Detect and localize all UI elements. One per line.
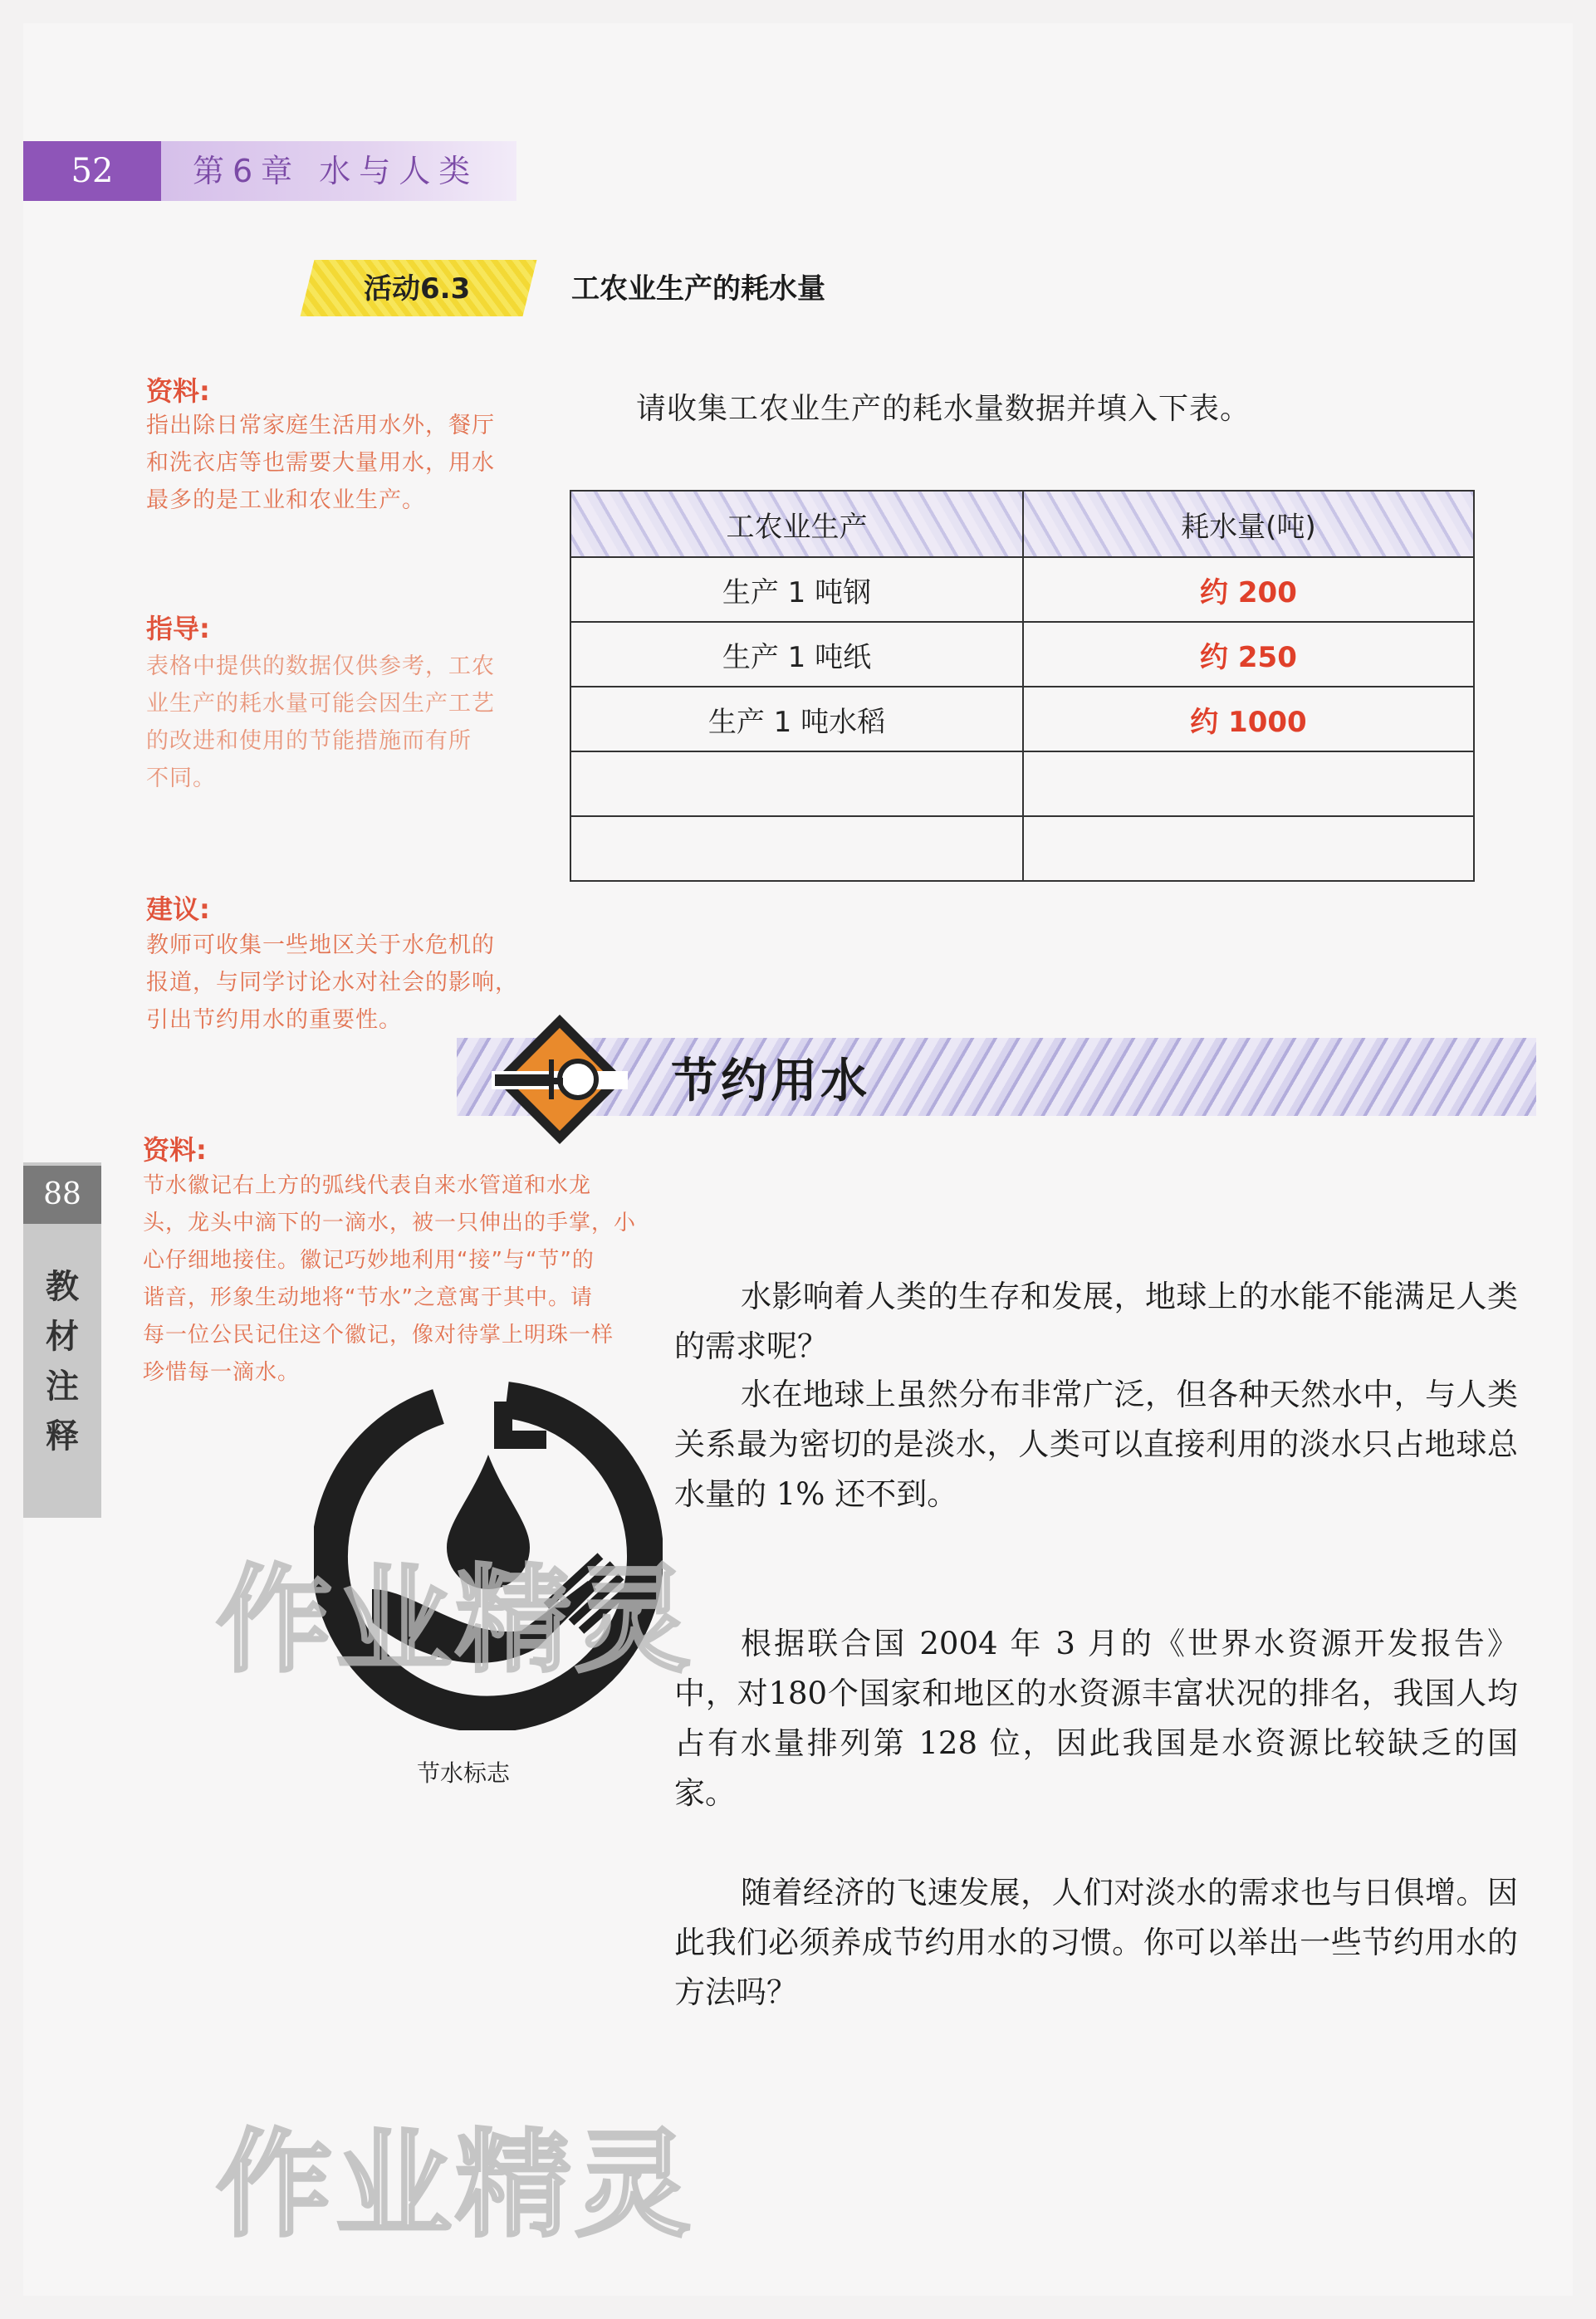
note-line: 珍惜每一滴水。 <box>143 1360 301 1385</box>
table-header-row <box>570 491 1474 557</box>
magnifier-diamond-icon <box>492 1011 628 1147</box>
table-cell <box>1023 751 1474 816</box>
table-cell: 约 1000 <box>1023 687 1474 751</box>
body-paragraph: 随着经济的飞速发展，人们对淡水的需求也与日俱增。因此我们必须养成节约用水的习惯。你可以举出一些节约用水的方法吗？ <box>674 1875 1518 2010</box>
note-line: 指出除日常家庭生活用水外，餐厅 <box>146 413 495 438</box>
table-cell: 生产 1 吨纸 <box>570 622 1023 687</box>
side-tab-char: 释 <box>46 1417 79 1455</box>
activity-badge-label: 活动6.3 <box>364 272 471 306</box>
table-cell <box>1023 816 1474 881</box>
note-body <box>146 927 518 1039</box>
note-line: 引出节约用水的重要性。 <box>146 1007 402 1033</box>
page-number: 52 <box>23 141 161 201</box>
section-title: 节约用水 <box>671 1054 870 1108</box>
note-heading: 指导: <box>146 613 210 644</box>
table-row <box>570 687 1474 751</box>
note-line: 不同。 <box>146 766 216 791</box>
table-cell <box>570 816 1023 881</box>
note-line: 表格中提供的数据仅供参考，工农 <box>146 653 495 679</box>
side-tab-char: 材 <box>46 1318 79 1356</box>
body-paragraph: 水影响着人类的生存和发展，地球上的水能不能满足人类的需求呢？ <box>674 1279 1518 1364</box>
note-line: 最多的是工业和农业生产。 <box>146 487 425 513</box>
note-line: 和洗衣店等也需要大量用水，用水 <box>146 450 495 476</box>
table-cell: 生产 1 吨水稻 <box>570 687 1023 751</box>
note-body <box>146 407 495 519</box>
table-row <box>570 751 1474 816</box>
table-cell: 约 200 <box>1023 557 1474 622</box>
table-cell <box>570 751 1023 816</box>
note-line: 教师可收集一些地区关于水危机的 <box>146 932 495 958</box>
note-body <box>146 648 495 797</box>
watermark: 作业精灵 <box>216 1553 695 1689</box>
table-row <box>570 816 1474 881</box>
body-paragraph: 水在地球上虽然分布非常广泛，但各种天然水中，与人类关系最为密切的是淡水，人类可以直接利用的淡水只占地球总水量的 1% 还不到。 <box>674 1377 1518 1512</box>
note-heading: 建议: <box>146 893 210 925</box>
note-line: 业生产的耗水量可能会因生产工艺 <box>146 691 495 717</box>
note-heading: 资料: <box>146 375 210 407</box>
note-line: 每一位公民记住这个徽记，像对待掌上明珠一样 <box>143 1323 614 1348</box>
watermark: 作业精灵 <box>216 2118 695 2253</box>
side-tab-char: 注 <box>46 1367 79 1406</box>
note-line: 报道，与同学讨论水对社会的影响， <box>146 970 518 996</box>
table-row <box>570 622 1474 687</box>
note-body <box>143 1167 636 1392</box>
side-tab-page-number: 88 <box>23 1166 101 1224</box>
note-line: 心仔细地接住。徽记巧妙地利用“接”与“节”的 <box>143 1248 595 1273</box>
table-header-cell: 耗水量(吨) <box>1023 491 1474 557</box>
side-tab-char: 教 <box>46 1268 79 1306</box>
table-cell: 约 250 <box>1023 622 1474 687</box>
note-line: 节水徽记右上方的弧线代表自来水管道和水龙 <box>143 1173 592 1198</box>
note-heading: 资料: <box>143 1134 207 1166</box>
note-line: 头，龙头中滴下的一滴水，被一只伸出的手掌，小 <box>143 1211 637 1235</box>
table-row <box>570 557 1474 622</box>
table-header-cell: 工农业生产 <box>570 491 1023 557</box>
activity-title: 工农业生产的耗水量 <box>571 272 825 306</box>
note-line: 的改进和使用的节能措施而有所 <box>146 728 472 754</box>
chapter-title: 第6章 水与人类 <box>193 153 479 189</box>
side-tab-label <box>23 1262 101 1461</box>
body-paragraph: 根据联合国 2004 年 3 月的《世界水资源开发报告》中，对180个国家和地区的水资源丰富状况的排名，我国人均占有水量排列第 128 位，因此我国是水资源比较缺乏的国家。 <box>674 1626 1518 1811</box>
activity-intro: 请收集工农业生产的耗水量数据并填入下表。 <box>636 392 1251 426</box>
table-cell: 生产 1 吨钢 <box>570 557 1023 622</box>
logo-caption: 节水标志 <box>417 1759 511 1787</box>
note-line: 谐音，形象生动地将“节水”之意寓于其中。请 <box>143 1285 593 1310</box>
water-consumption-table <box>570 490 1475 882</box>
